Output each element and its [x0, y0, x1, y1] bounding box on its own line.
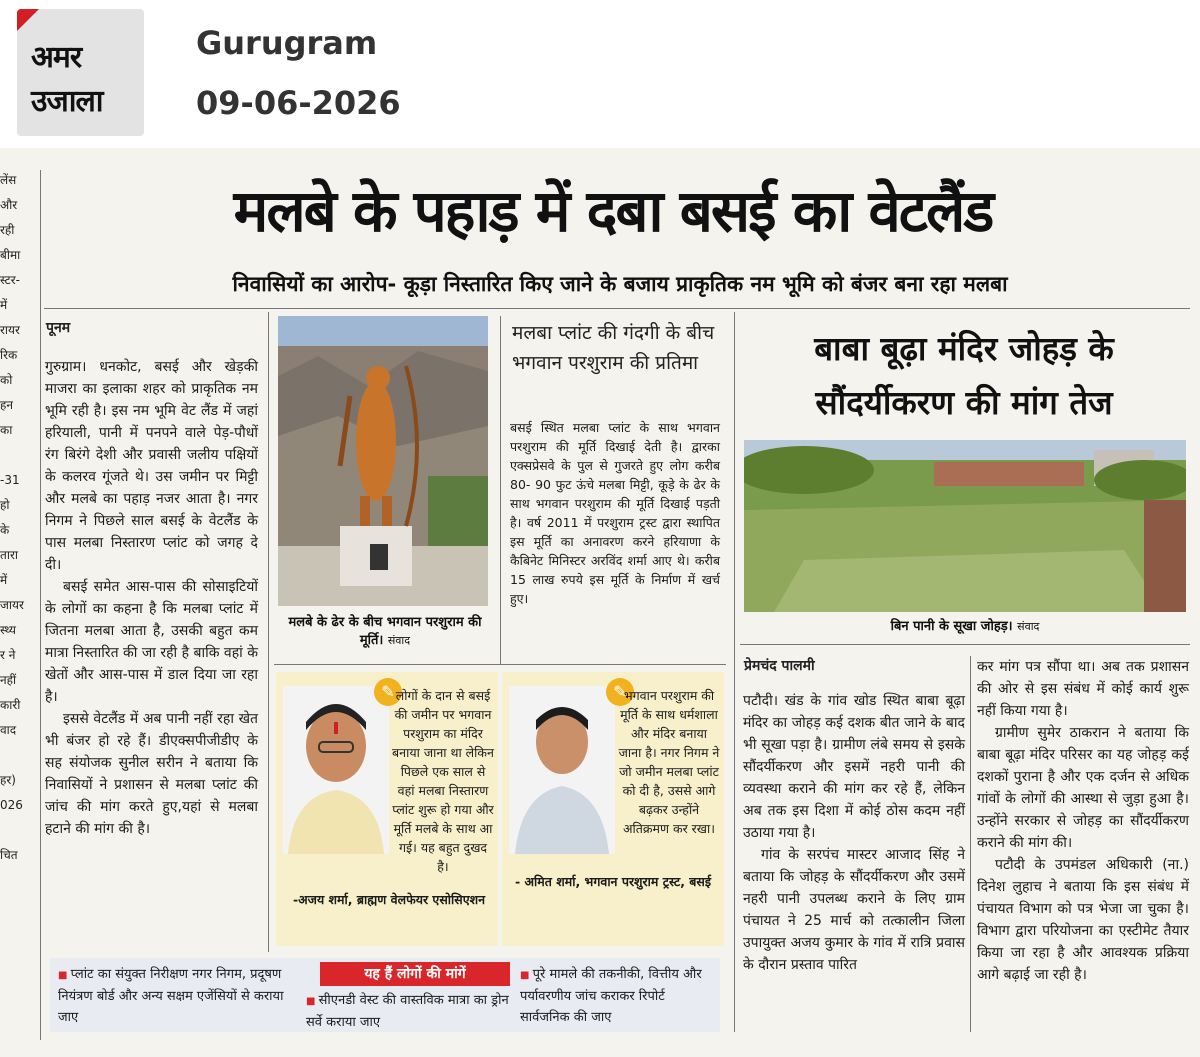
right-col2-paragraph-3: पटौदी के उपमंडल अधिकारी (ना.) दिनेश लुहाच ने बताया कि इस संबंध में पंचायत विभाग को पत्र भेजा जा चुका है। विभाग द्वारा परियोजना का एस्टीमेट तैयार किया जा रहा है और आवश्यक प्रक्रिया आगे बढ़ाई जा रही है। [977, 857, 1189, 983]
pond-photo-caption [744, 618, 1186, 636]
column-divider [970, 656, 971, 1032]
right-col1-paragraph-1: पटौदी। खंड के गांव खोड स्थित बाबा बूढ़ा मंदिर का जोहड़ कई दशक बीत जाने के बाद भी सूखा पड़ा है। ग्रामीण लंबे समय से इसके सौंदर्यीकरण और इसमें नहरी पानी की व्यवस्था कराने की मांग कर रहे हैं, लेकिन अब तक इस दिशा में कोई ठोस कदम नहीं उठाया गया है। [743, 693, 965, 841]
left-fragment-line: स्टर- [0, 273, 20, 287]
demand-item-1: ■ प्लांट का संयुक्त निरीक्षण नगर निगम, प्रदूषण नियंत्रण बोर्ड और अन्य सक्षम एजेंसियों से कराया जाए [58, 964, 302, 1028]
article-paragraph-3: इससे वेटलैंड में अब पानी नहीं रहा खेत भी बंजर हो रहे हैं। डीएक्सपीजीडीए के सह संयोजक सुनील सरीन ने बताया कि निवासियों ने प्रशासन से मलबा प्लांट की जांच की मांग करते हुए,यहां से मलबा हटाने की मांग की है। [45, 711, 258, 837]
demands-title: यह हैं लोगों की मांगें [320, 962, 510, 986]
main-subheadline: निवासियों का आरोप- कूड़ा निस्तारित किए जाने के बजाय प्राकृतिक नम भूमि को बंजर बना रहा मलबा [232, 272, 1008, 296]
left-fragment-line: रायर [0, 323, 20, 337]
statue-illustration [278, 316, 488, 606]
left-fragment-column [0, 168, 38, 948]
left-fragment-line: रही [0, 223, 15, 237]
left-fragment-line: में [0, 298, 8, 312]
right-col2-paragraph-2: ग्रामीण सुमेर ठाकरान ने बताया कि बाबा बूढ़ा मंदिर परिसर का यह जोहड़ कई दशकों पुराना है और एक दर्जन से अधिक गांवों के लोगों की आस्था से जुड़ा हुआ है। उन्होंने सरकार से जोहड़ का सौंदर्यीकरण कराने की मांग की। [977, 725, 1189, 851]
left-fragment-line: -31 [0, 473, 20, 487]
left-fragment-line: तारा [0, 548, 18, 562]
logo-line2: उजाला [31, 84, 103, 119]
quote-2-author: - अमित शर्मा, भगवान परशुराम ट्रस्ट, बसई [514, 874, 712, 889]
section-rule [740, 644, 1190, 645]
left-fragment-line: स्थ्य [0, 623, 17, 637]
left-fragment-line [0, 818, 38, 843]
left-fragment-line: जायर [0, 598, 24, 612]
logo-red-corner [17, 9, 39, 31]
article-byline: पूनम [46, 320, 71, 336]
brand-header [0, 0, 1200, 148]
quote-photo-amit-sharma [509, 686, 615, 854]
right-col2-paragraph-1: कर मांग पत्र सौंपा था। अब तक प्रशासन की ओर से इस संबंध में कोई कार्य शुरू नहीं किया गया है। [977, 659, 1189, 719]
left-fragment-line: और [0, 198, 18, 212]
quote-1-author: -अजय शर्मा, ब्राह्मण वेलफेयर एसोसिएशन [292, 892, 486, 907]
demand-item-2: ■ सीएनडी वेस्ट की वास्तविक मात्रा का ड्रोन सर्वे कराया जाए [306, 990, 520, 1033]
quote-icon: ✎ [374, 678, 402, 706]
left-fragment-line: 026 [0, 798, 23, 812]
right-story-byline: प्रेमचंद पालमी [744, 658, 815, 674]
dry-pond-photo [744, 440, 1186, 612]
right-story-col2 [977, 656, 1189, 986]
demand-item-3: ■ पूरे मामले की तकनीकी, वित्तीय और पर्यावरणीय जांच कराकर रिपोर्ट सार्वजनिक की जाए [520, 964, 716, 1028]
article-paragraph-2: बसई समेत आस-पास की सोसाइटियों के लोगों का कहना है कि मलबा प्लांट में जितना मलबा आता है, उसकी बहुत कम मात्रा निस्तारित की जा रही है बाकि वहां के खेतों और आस-पास में डाल दिया जा रहा है। [45, 579, 258, 705]
column-divider [40, 170, 41, 1040]
sidebar-body: बसई स्थित मलबा प्लांट के साथ भगवान परशुराम की मूर्ति दिखाई देती है। द्वारका एक्सप्रेसवे के पुल से गुजरते हुए लोग करीब 80- 90 फुट ऊंचे मलबा मिट्टी, कूड़े के ढेर के साथ भगवान परशुराम की मूर्ति दिखाई पड़ती है। वर्ष 2011 में परशुराम ट्रस्ट द्वारा स्थापित इस मूर्ति का अनावरण करने हरियाणा के कैबिनेट मिनिस्टर अरविंद शर्मा आए थे। करीब 15 लाख रुपये इस मूर्ति के निर्माण में खर्च हुए। [510, 420, 720, 606]
statue-caption-text: मलबे के ढेर के बीच भगवान परशुराम की मूर्ति। [288, 615, 482, 648]
edition-city: Gurugram [196, 24, 378, 62]
left-fragment-line: का [0, 423, 13, 437]
article-body [45, 356, 258, 840]
section-rule [274, 664, 726, 665]
right-story-headline: बाबा बूढ़ा मंदिर जोहड़ के सौंदर्यीकरण की मांग तेज [814, 329, 1114, 422]
right-story-col1 [743, 690, 965, 976]
headline-rule [44, 308, 1190, 309]
left-fragment-line: के [0, 523, 10, 537]
dry-pond-illustration [744, 440, 1186, 612]
column-divider [500, 316, 501, 664]
left-fragment-line: वाद [0, 723, 17, 737]
column-divider [268, 312, 269, 952]
person-portrait-1 [283, 686, 389, 854]
statue-caption-credit: संवाद [387, 634, 411, 647]
column-divider [734, 312, 735, 1032]
logo-line1: अमर [31, 40, 82, 75]
left-fragment-line [0, 743, 38, 768]
left-fragment-line: नहीं [0, 673, 17, 687]
left-fragment-line: को [0, 373, 13, 387]
pond-caption-text: बिन पानी के सूखा जोहड़। [890, 619, 1013, 634]
left-fragment-line: र ने [0, 648, 16, 662]
quote-1-text: लोगों के दान से बसई की जमीन पर भगवान परशुराम का मंदिर बनाया जाना था लेकिन पिछले एक साल से वहां मलबा निस्तारण प्लांट शुरू हो गया और मूर्ति मलबे के साथ आ गई। यह बहुत दुखद है। [392, 688, 494, 874]
pond-caption-credit: संवाद [1017, 620, 1040, 633]
left-fragment-line: हर) [0, 773, 16, 787]
edition-date: 09-06-2026 [196, 84, 401, 122]
main-headline: मलबे के पहाड़ में दबा बसई का वेटलैंड [233, 177, 993, 245]
sidebar-headline: मलबा प्लांट की गंदगी के बीच भगवान परशुराम की प्रतिमा [512, 322, 715, 374]
left-fragment-line: कारी [0, 698, 21, 712]
left-fragment-line: चित [0, 848, 18, 862]
right-col1-paragraph-2: गांव के सरपंच मास्टर आजाद सिंह ने बताया कि जोहड़ के सौंदर्यीकरण और उसमें नहरी पानी उपलब्ध कराने के लिए ग्राम पंचायत ने 25 मार्च को तत्कालीन जिला उपायुक्त अजय कुमार के गांव में रात्रि प्रवास के दौरान प्रस्ताव पारित [743, 847, 965, 973]
left-fragment-line [0, 443, 38, 468]
left-fragment-line: बीमा [0, 248, 21, 262]
quote-2-text: भगवान परशुराम की मूर्ति के साथ धर्मशाला और मंदिर बनाया जाना है। नगर निगम ने जो जमीन मलबा प्लांट को दी है, उससे आगे बढ़कर उन्होंने अतिक्रमण कर रखा। [618, 688, 720, 836]
statue-photo-caption [285, 614, 485, 650]
article-paragraph-1: गुरुग्राम। धनकोट, बसई और खेड़की माजरा का इलाका शहर को प्राकृतिक नम भूमि रही है। इस नम भूमि वेट लैंड में जहां हरियाली, पानी में पनपने वाले पेड़-पौधों रंग बिरंगे देशी और प्रवासी जलीय पक्षियों के कलरव गूंजते थे। उस जमीन पर मिट्टी और मलबे का पहाड़ नजर आता है। नगर निगम ने पिछले साल बसई के वेटलैंड के पास मलबा निस्तारण प्लांट को जगह दे दी। [45, 359, 258, 573]
left-fragment-line: लेंस [0, 173, 17, 187]
amar-ujala-logo [17, 9, 144, 136]
quote-photo-ajay-sharma [283, 686, 389, 854]
quote-icon: ✎ [606, 678, 634, 706]
parshuram-statue-photo [278, 316, 488, 606]
left-fragment-line: हन [0, 398, 14, 412]
left-fragment-line: हो [0, 498, 10, 512]
left-fragment-line: में [0, 573, 8, 587]
left-fragment-line: रिक [0, 348, 18, 362]
person-portrait-2 [509, 686, 615, 854]
